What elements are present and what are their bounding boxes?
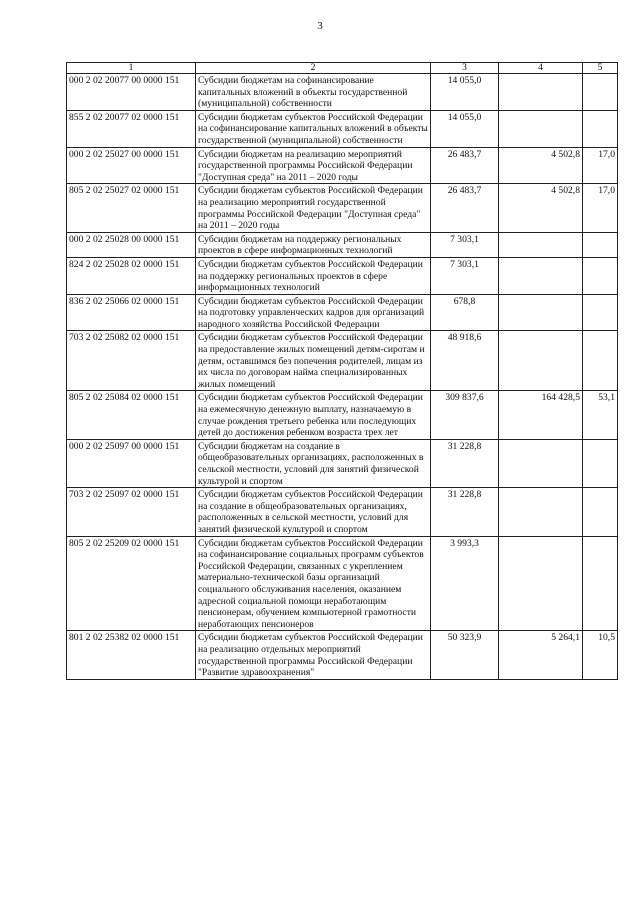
row-col3-value: 31 228,8 [431, 439, 499, 487]
row-code: 805 2 02 25027 02 0000 151 [67, 184, 196, 232]
row-col4-value: 4 502,8 [499, 184, 583, 232]
table-row [67, 232, 618, 257]
row-col4-value [499, 488, 583, 536]
row-col5-value: 17,0 [583, 147, 618, 184]
table-row [67, 391, 618, 439]
column-header-name: 2 [196, 63, 431, 74]
row-col4-value: 4 502,8 [499, 147, 583, 184]
row-name: Субсидии бюджетам субъектов Российской Федерации на поддержку региональных проектов в сфере информационных технологий [196, 257, 431, 294]
row-col3-value: 7 303,1 [431, 232, 499, 257]
row-code: 824 2 02 25028 02 0000 151 [67, 257, 196, 294]
row-col3-value: 678,8 [431, 294, 499, 331]
row-col4-value: 164 428,5 [499, 391, 583, 439]
row-col5-value [583, 110, 618, 147]
row-name: Субсидии бюджетам субъектов Российской Федерации на подготовку управленческих кадров для организаций народного хозяйства Российской Федерации [196, 294, 431, 331]
row-col4-value [499, 110, 583, 147]
row-name: Субсидии бюджетам субъектов Российской Федерации на реализацию отдельных мероприятий государственной программы Российской Федерации "Развитие здравоохранения" [196, 631, 431, 679]
table-row [67, 184, 618, 232]
row-col4-value [499, 232, 583, 257]
row-name: Субсидии бюджетам на создание в общеобразовательных организациях, расположенных в сельской местности, условий для занятий физической культурой и спортом [196, 439, 431, 487]
column-header-code: 1 [67, 63, 196, 74]
table-row [67, 331, 618, 391]
row-name: Субсидии бюджетам на софинансирование капитальных вложений в объекты государственной (муниципальной) собственности [196, 74, 431, 111]
table-header-row [67, 63, 618, 74]
table-row [67, 439, 618, 487]
table-row [67, 74, 618, 111]
row-code: 801 2 02 25382 02 0000 151 [67, 631, 196, 679]
row-col4-value [499, 257, 583, 294]
row-code: 000 2 02 25028 00 0000 151 [67, 232, 196, 257]
row-code: 805 2 02 25209 02 0000 151 [67, 536, 196, 631]
page-number: 3 [317, 20, 323, 32]
budget-revenue-table [66, 62, 618, 680]
row-col4-value [499, 331, 583, 391]
row-col4-value [499, 294, 583, 331]
row-col4-value [499, 439, 583, 487]
table-row [67, 257, 618, 294]
row-col4-value [499, 536, 583, 631]
row-col3-value: 7 303,1 [431, 257, 499, 294]
table-row [67, 110, 618, 147]
row-col3-value: 14 055,0 [431, 74, 499, 111]
row-col5-value: 53,1 [583, 391, 618, 439]
row-name: Субсидии бюджетам субъектов Российской Федерации на предоставление жилых помещений детям-сиротам и детям, оставшимся без попечения родителей, лицам из их числа по договорам найма специализированных жилых помещений [196, 331, 431, 391]
row-col3-value: 50 323,9 [431, 631, 499, 679]
table-row [67, 536, 618, 631]
row-code: 805 2 02 25084 02 0000 151 [67, 391, 196, 439]
row-col5-value [583, 439, 618, 487]
row-col3-value: 309 837,6 [431, 391, 499, 439]
row-code: 836 2 02 25066 02 0000 151 [67, 294, 196, 331]
column-header-percent: 5 [583, 63, 618, 74]
row-name: Субсидии бюджетам субъектов Российской Федерации на реализацию мероприятий государственной программы Российской Федерации "Доступная среда" на 2011 – 2020 годы [196, 184, 431, 232]
table-row [67, 294, 618, 331]
row-col5-value: 17,0 [583, 184, 618, 232]
row-col3-value: 31 228,8 [431, 488, 499, 536]
row-name: Субсидии бюджетам на реализацию мероприятий государственной программы Российской Федерации "Доступная среда" на 2011 – 2020 годы [196, 147, 431, 184]
row-col5-value [583, 331, 618, 391]
row-col3-value: 26 483,7 [431, 147, 499, 184]
row-code: 703 2 02 25097 02 0000 151 [67, 488, 196, 536]
table-row [67, 147, 618, 184]
row-col3-value: 14 055,0 [431, 110, 499, 147]
row-col5-value [583, 536, 618, 631]
row-col5-value [583, 294, 618, 331]
row-code: 000 2 02 25097 00 0000 151 [67, 439, 196, 487]
row-col5-value [583, 257, 618, 294]
row-name: Субсидии бюджетам субъектов Российской Федерации на ежемесячную денежную выплату, назначаемую в случае рождения третьего ребенка или последующих детей до достижения ребенком возраста трех лет [196, 391, 431, 439]
column-header-actual: 4 [499, 63, 583, 74]
table-row [67, 488, 618, 536]
row-col3-value: 48 918,6 [431, 331, 499, 391]
row-col3-value: 3 993,3 [431, 536, 499, 631]
row-col4-value: 5 264,1 [499, 631, 583, 679]
row-name: Субсидии бюджетам на поддержку региональных проектов в сфере информационных технологий [196, 232, 431, 257]
row-code: 855 2 02 20077 02 0000 151 [67, 110, 196, 147]
table-row [67, 631, 618, 679]
row-code: 703 2 02 25082 02 0000 151 [67, 331, 196, 391]
row-col4-value [499, 74, 583, 111]
row-col5-value [583, 232, 618, 257]
row-name: Субсидии бюджетам субъектов Российской Федерации на создание в общеобразовательных организациях, расположенных в сельской местности, условий для занятий физической культурой и спортом [196, 488, 431, 536]
row-code: 000 2 02 20077 00 0000 151 [67, 74, 196, 111]
row-name: Субсидии бюджетам субъектов Российской Федерации на софинансирование социальных программ субъектов Российской Федерации, связанных с укреплением материально-технической базы организаций социального обслуживания населения, оказанием адресной социальной помощи неработающим пенсионерам, обучением компьютерной грамотности неработающих пенсионеров [196, 536, 431, 631]
row-col3-value: 26 483,7 [431, 184, 499, 232]
row-name: Субсидии бюджетам субъектов Российской Федерации на софинансирование капитальных вложений в объекты государственной (муниципальной) собственности [196, 110, 431, 147]
row-col5-value [583, 74, 618, 111]
row-col5-value: 10,5 [583, 631, 618, 679]
row-code: 000 2 02 25027 00 0000 151 [67, 147, 196, 184]
row-col5-value [583, 488, 618, 536]
column-header-plan: 3 [431, 63, 499, 74]
